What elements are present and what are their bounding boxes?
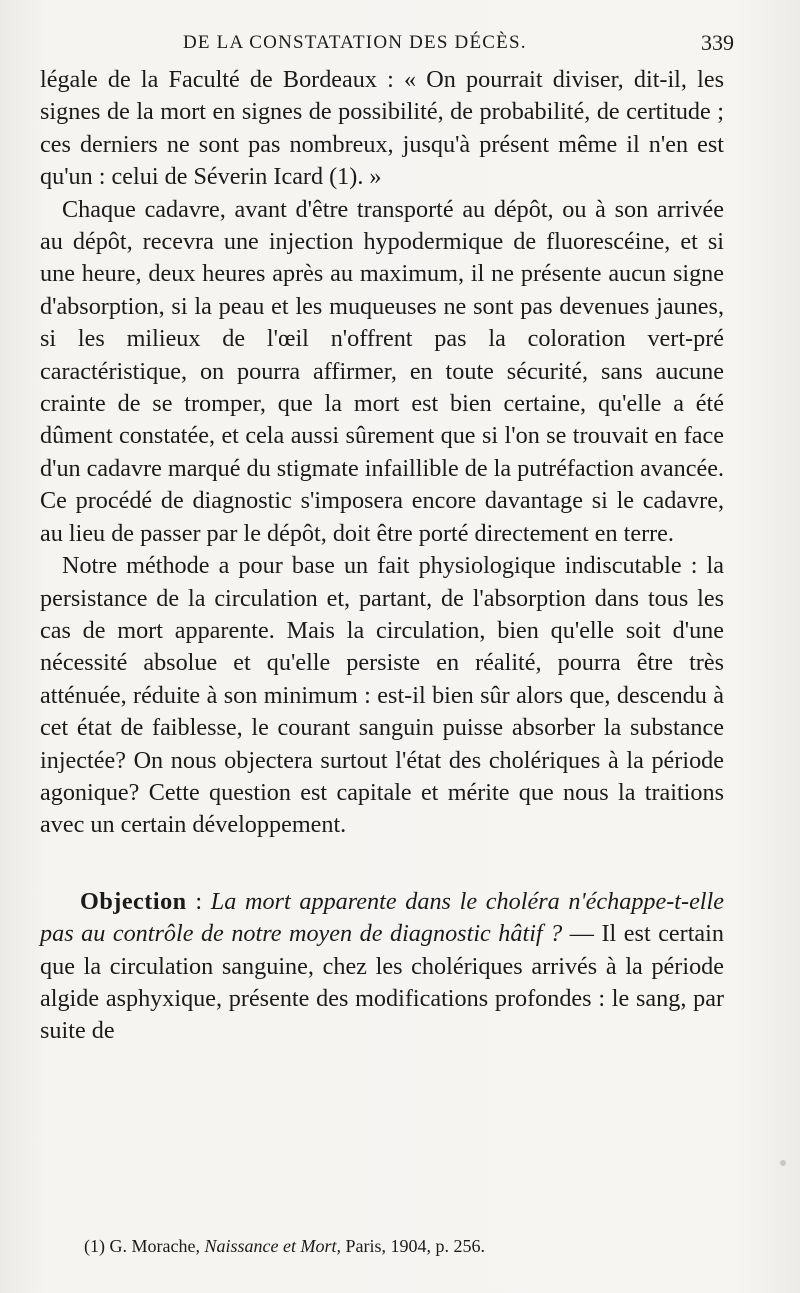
page-number: 339 (701, 30, 734, 55)
objection-label: Objection (80, 887, 187, 915)
paragraph-objection (40, 886, 724, 1048)
body-text (40, 64, 724, 1048)
paragraph-fluorescein-procedure: Chaque cadavre, avant d'être transporté au dépôt, ou à son arrivée au dépôt, recevra une injection hypodermique de fluorescéine, et si une heure, deux heures après au maximum, il ne présente aucun signe d'absorption, si la peau et les muqueuses ne sont pas devenues jaunes, si les milieux de l'œil n'offrent pas la coloration vert-pré caractéristique, on pourra affirmer, en toute sécurité, sans aucune crainte de se tromper, que la mort est bien certaine, qu'elle a été dûment constatée, et cela aussi sûrement que si l'on se trouvait en face d'un cadavre marqué du stigmate infaillible de la putréfaction avancée. Ce procédé de diagnostic s'imposera encore davantage si le cadavre, au lieu de passer par le dépôt, doit être porté directement en terre. (40, 195, 724, 547)
footnote (84, 1236, 485, 1257)
page-header (40, 30, 734, 62)
footnote-marker: (1) (84, 1236, 105, 1256)
paragraph-continued: légale de la Faculté de Bordeaux : « On pourrait diviser, dit-il, les signes de la mort en signes de possibilité, de probabilité, de certitude ; ces derniers ne sont pas nombreux, jusqu'à présent même il n'en est qu'un : celui de Séverin Icard (1). » (40, 66, 724, 191)
paragraph-method-basis: Notre méthode a pour base un fait physiologique indiscutable : la persistance de la circulation et, partant, de l'absorption dans tous les cas de mort apparente. Mais la circulation, bien qu'elle soit d'une nécessité absolue et qu'elle persiste en réalité, pourra être très atténuée, réduite à son minimum : est-il bien sûr alors que, descendu à cet état de faiblesse, le courant sanguin puisse absorber la substance injectée? On nous objectera surtout l'état des cholériques à la période agonique? Cette question est capitale et mérite que nous la traitions avec un certain développement. (40, 552, 724, 839)
footnote-title: Naissance et Mort, (204, 1236, 341, 1256)
footnote-rest: Paris, 1904, p. 256. (345, 1236, 485, 1256)
objection-separator: : (186, 887, 211, 915)
running-head: DE LA CONSTATATION DES DÉCÈS. (183, 32, 527, 53)
objection-question: La mort apparente dans le choléra n'échappe-t-elle pas au contrôle de notre moyen de diagnostic hâtif ? (40, 887, 724, 948)
paper-speck (780, 1160, 786, 1166)
footnote-author: G. Morache, (109, 1236, 200, 1256)
objection-text: — Il est certain que la circulation sanguine, chez les cholériques arrivés à la période algide asphyxique, présente des modifications profondes : le sang, par suite de (40, 920, 724, 1045)
